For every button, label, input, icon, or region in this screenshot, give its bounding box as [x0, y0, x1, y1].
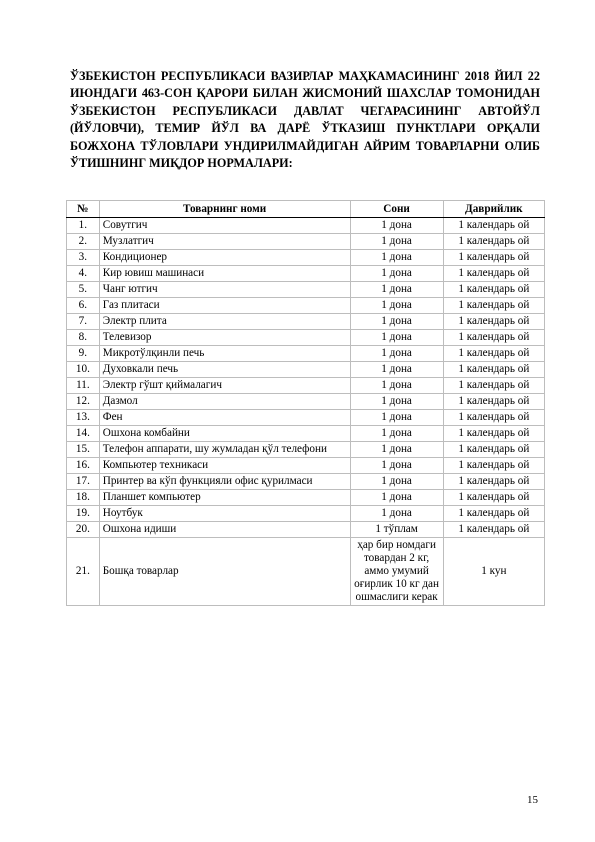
header-goods-name: Товарнинг номи — [99, 201, 350, 218]
document-heading: ЎЗБЕКИСТОН РЕСПУБЛИКАСИ ВАЗИРЛАР МАҲКАМАСИНИНГ 2018 ЙИЛ 22 ИЮНДАГИ 463-СОН ҚАРОРИ БИЛАН ЖИСМОНИЙ ШАХСЛАР ТОМОНИДАН ЎЗБЕКИСТОН РЕСПУБЛИКАСИ ДАВЛАТ ЧЕГАРАСИНИНГ АВТОЙЎЛ (ЙЎЛОВЧИ), ТЕМИР ЙЎЛ ВА ДАРЁ ЎТКАЗИШ ПУНКТЛАРИ ОРҚАЛИ БОЖХОНА ТЎЛОВЛАРИ УНДИРИЛМАЙДИГАН АЙРИМ ТОВАРЛАРНИ ОЛИБ ЎТИШНИНГ МИҚДОР НОРМАЛАРИ: — [70, 69, 540, 171]
table-row — [67, 234, 545, 250]
row-quantity: 1 дона — [350, 490, 443, 506]
row-quantity: 1 тўплам — [350, 522, 443, 538]
row-quantity: 1 дона — [350, 458, 443, 474]
table-header-row — [67, 201, 545, 218]
table-row — [67, 250, 545, 266]
row-number: 17. — [67, 474, 100, 490]
norms-table — [66, 200, 545, 606]
row-number: 10. — [67, 362, 100, 378]
row-periodicity: 1 календарь ой — [443, 490, 544, 506]
row-periodicity: 1 календарь ой — [443, 330, 544, 346]
row-number: 3. — [67, 250, 100, 266]
table-row — [67, 458, 545, 474]
row-number: 8. — [67, 330, 100, 346]
page-number: 15 — [527, 794, 538, 806]
table-row — [67, 490, 545, 506]
row-goods-name: Кир ювиш машинаси — [99, 266, 350, 282]
row-periodicity: 1 календарь ой — [443, 410, 544, 426]
row-quantity: 1 дона — [350, 282, 443, 298]
row-quantity: 1 дона — [350, 410, 443, 426]
row-goods-name: Электр гўшт қиймалагич — [99, 378, 350, 394]
table-row — [67, 266, 545, 282]
row-quantity: 1 дона — [350, 250, 443, 266]
row-goods-name: Музлатгич — [99, 234, 350, 250]
row-goods-name: Кондиционер — [99, 250, 350, 266]
row-number: 16. — [67, 458, 100, 474]
table-row — [67, 346, 545, 362]
row-periodicity: 1 календарь ой — [443, 218, 544, 234]
row-number: 9. — [67, 346, 100, 362]
row-number: 1. — [67, 218, 100, 234]
row-quantity: 1 дона — [350, 506, 443, 522]
row-number: 6. — [67, 298, 100, 314]
row-number: 21. — [67, 538, 100, 606]
row-number: 4. — [67, 266, 100, 282]
row-number: 14. — [67, 426, 100, 442]
table-row — [67, 506, 545, 522]
row-quantity: 1 дона — [350, 266, 443, 282]
row-number: 20. — [67, 522, 100, 538]
row-goods-name: Ошхона комбайни — [99, 426, 350, 442]
row-quantity: 1 дона — [350, 234, 443, 250]
row-quantity: 1 дона — [350, 218, 443, 234]
row-quantity: 1 дона — [350, 442, 443, 458]
header-periodicity: Даврийлик — [443, 201, 544, 218]
row-quantity: 1 дона — [350, 378, 443, 394]
table-row — [67, 410, 545, 426]
table-body — [67, 218, 545, 606]
row-quantity: 1 дона — [350, 426, 443, 442]
row-periodicity: 1 календарь ой — [443, 474, 544, 490]
row-goods-name: Микротўлқинли печь — [99, 346, 350, 362]
row-quantity: 1 дона — [350, 314, 443, 330]
table-row — [67, 426, 545, 442]
row-periodicity: 1 кун — [443, 538, 544, 606]
row-goods-name: Совутгич — [99, 218, 350, 234]
row-periodicity: 1 календарь ой — [443, 234, 544, 250]
table-row — [67, 362, 545, 378]
row-quantity: 1 дона — [350, 362, 443, 378]
row-quantity: 1 дона — [350, 394, 443, 410]
table-row — [67, 314, 545, 330]
row-periodicity: 1 календарь ой — [443, 266, 544, 282]
table-row — [67, 442, 545, 458]
row-periodicity: 1 календарь ой — [443, 346, 544, 362]
row-goods-name: Телефон аппарати, шу жумладан қўл телефони — [99, 442, 350, 458]
row-goods-name: Дазмол — [99, 394, 350, 410]
row-number: 19. — [67, 506, 100, 522]
row-number: 2. — [67, 234, 100, 250]
row-number: 13. — [67, 410, 100, 426]
table-row — [67, 538, 545, 606]
table-row — [67, 298, 545, 314]
row-goods-name: Принтер ва кўп функцияли офис қурилмаси — [99, 474, 350, 490]
row-number: 18. — [67, 490, 100, 506]
row-quantity: 1 дона — [350, 474, 443, 490]
row-number: 7. — [67, 314, 100, 330]
row-periodicity: 1 календарь ой — [443, 506, 544, 522]
table-row — [67, 282, 545, 298]
row-quantity: 1 дона — [350, 330, 443, 346]
row-periodicity: 1 календарь ой — [443, 282, 544, 298]
row-goods-name: Духовкали печь — [99, 362, 350, 378]
row-goods-name: Электр плита — [99, 314, 350, 330]
row-goods-name: Ноутбук — [99, 506, 350, 522]
table-row — [67, 394, 545, 410]
row-quantity: 1 дона — [350, 346, 443, 362]
row-number: 12. — [67, 394, 100, 410]
row-periodicity: 1 календарь ой — [443, 442, 544, 458]
row-quantity: 1 дона — [350, 298, 443, 314]
row-number: 15. — [67, 442, 100, 458]
row-periodicity: 1 календарь ой — [443, 458, 544, 474]
row-goods-name: Телевизор — [99, 330, 350, 346]
row-number: 5. — [67, 282, 100, 298]
table-row — [67, 218, 545, 234]
row-periodicity: 1 календарь ой — [443, 362, 544, 378]
row-goods-name: Фен — [99, 410, 350, 426]
row-goods-name: Ошхона идиши — [99, 522, 350, 538]
row-periodicity: 1 календарь ой — [443, 378, 544, 394]
row-number: 11. — [67, 378, 100, 394]
row-periodicity: 1 календарь ой — [443, 394, 544, 410]
row-goods-name: Чанг ютгич — [99, 282, 350, 298]
row-goods-name: Газ плитаси — [99, 298, 350, 314]
header-quantity: Сони — [350, 201, 443, 218]
row-quantity: ҳар бир номдаги товардан 2 кг, аммо умумий оғирлик 10 кг дан ошмаслиги керак — [350, 538, 443, 606]
row-periodicity: 1 календарь ой — [443, 426, 544, 442]
row-periodicity: 1 календарь ой — [443, 522, 544, 538]
table-row — [67, 522, 545, 538]
table-row — [67, 330, 545, 346]
row-goods-name: Компьютер техникаси — [99, 458, 350, 474]
row-periodicity: 1 календарь ой — [443, 250, 544, 266]
table-row — [67, 474, 545, 490]
row-periodicity: 1 календарь ой — [443, 298, 544, 314]
header-number: № — [67, 201, 100, 218]
table-row — [67, 378, 545, 394]
row-goods-name: Бошқа товарлар — [99, 538, 350, 606]
row-periodicity: 1 календарь ой — [443, 314, 544, 330]
row-goods-name: Планшет компьютер — [99, 490, 350, 506]
